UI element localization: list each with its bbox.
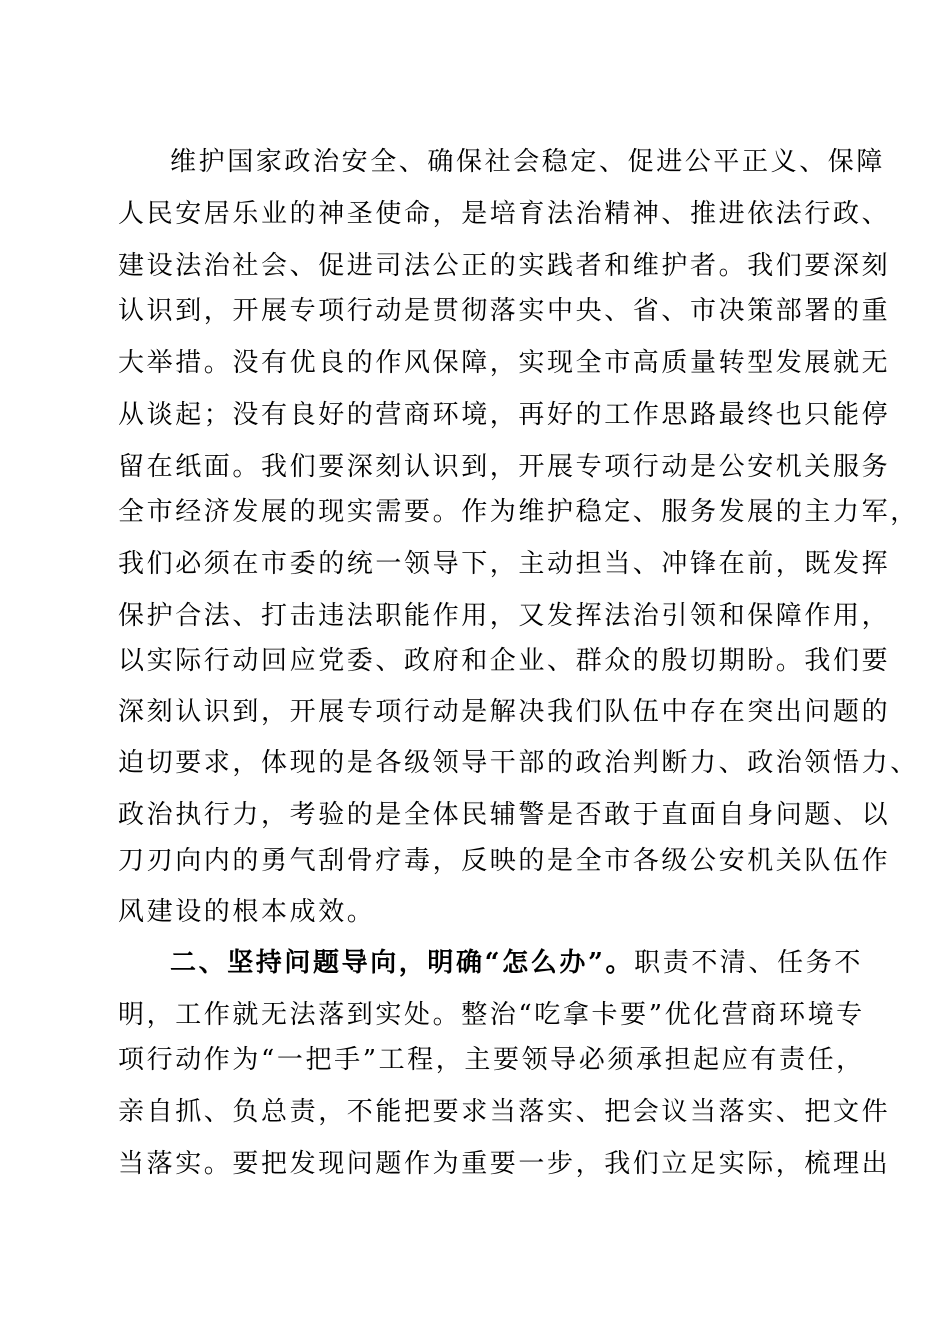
text-line: 大举措。没有优良的作风保障，实现全市高质量转型发展就无	[118, 348, 891, 378]
text-line: 风建设的根本成效。	[118, 897, 376, 927]
text-line: 项行动作为“一把手”工程，主要领导必须承担起应有责任，	[118, 1045, 865, 1075]
text-line: 全市经济发展的现实需要。作为维护稳定、服务发展的主力军，	[118, 497, 919, 527]
text-line: 迫切要求，体现的是各级领导干部的政治判断力、政治领悟力、	[118, 748, 919, 778]
text-line: 刀刃向内的勇气刮骨疗毒，反映的是全市各级公安机关队伍作	[118, 846, 891, 876]
text-line: 深刻认识到，开展专项行动是解决我们队伍中存在突出问题的	[118, 697, 891, 727]
text-line: 认识到，开展专项行动是贯彻落实中央、省、市决策部署的重	[118, 296, 891, 326]
text-line: 我们必须在市委的统一领导下，主动担当、冲锋在前，既发挥	[118, 549, 891, 579]
section-heading: 二、坚持问题导向，明确“怎么办”。	[170, 948, 635, 978]
text-line: 亲自抓、负总责，不能把要求当落实、把会议当落实、把文件	[118, 1097, 891, 1127]
text-line: 维护国家政治安全、确保社会稳定、促进公平正义、保障	[170, 147, 886, 177]
text-line: 留在纸面。我们要深刻认识到，开展专项行动是公安机关服务	[118, 452, 891, 482]
text-line: 人民安居乐业的神圣使命，是培育法治精神、推进依法行政、	[118, 199, 891, 229]
text-fragment: 职责不清、任务不	[634, 948, 863, 978]
text-line: 明，工作就无法落到实处。整治“吃拿卡要”优化营商环境专	[118, 1000, 865, 1030]
text-line: 以实际行动回应党委、政府和企业、群众的殷切期盼。我们要	[118, 646, 891, 676]
text-line: 保护合法、打击违法职能作用，又发挥法治引领和保障作用，	[118, 601, 891, 631]
text-line: 从谈起；没有良好的营商环境，再好的工作思路最终也只能停	[118, 400, 891, 430]
text-line: 政治执行力，考验的是全体民辅警是否敢于直面自身问题、以	[118, 800, 891, 830]
text-line: 当落实。要把发现问题作为重要一步，我们立足实际，梳理出	[118, 1149, 891, 1179]
text-line: 建设法治社会、促进司法公正的实践者和维护者。我们要深刻	[118, 251, 891, 281]
section-heading-line	[170, 948, 863, 978]
